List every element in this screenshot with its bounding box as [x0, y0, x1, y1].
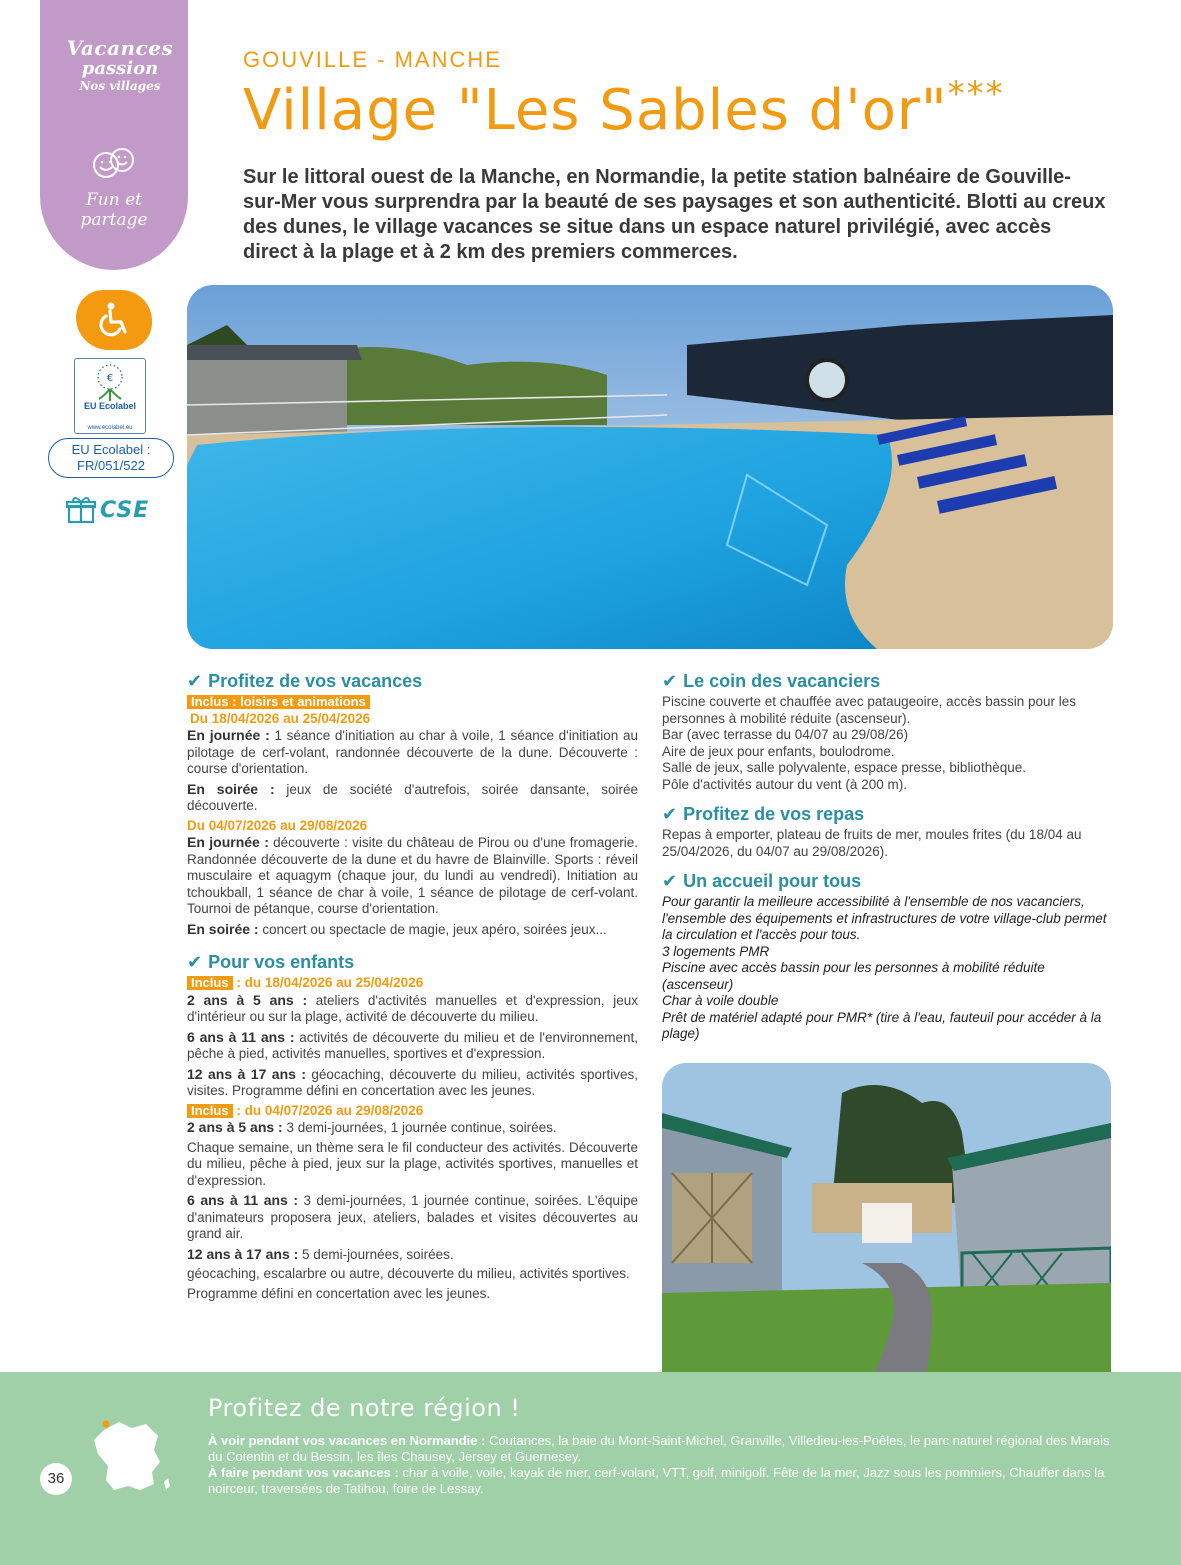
accessibility-badge — [76, 290, 152, 350]
region-voir-text: Coutances, la baie du Mont-Saint-Michel, Granville, Villedieu-les-Poêles, le parc naturel régional des Marais du Cotentin et du Bessin, les îles Chausey, Jersey et Guernesey. — [208, 1433, 1110, 1464]
paragraph-label: En soirée : — [187, 780, 275, 797]
section-title-text: Profitez de vos repas — [683, 804, 865, 824]
paragraph-text: 1 séance d'initiation au char à voile, 1 séance d'initiation au pilotage de cerf-volant, randonnée découverte de la dune. Découverte : course d'orientation. — [187, 728, 638, 776]
paragraph-label: 6 ans à 11 ans : — [187, 1028, 295, 1045]
logo-line-1: Vacances — [66, 36, 174, 60]
pool-photo — [187, 285, 1113, 649]
paragraph — [187, 834, 638, 918]
line: Piscine avec accès bassin pour les personnes à mobilité réduite (ascenseur) — [662, 960, 1045, 992]
page-number: 36 — [40, 1463, 72, 1495]
paragraph — [187, 1192, 638, 1243]
paragraph-text: jeux de société d'autrefois, soirée dansante, soirée découverte. — [187, 781, 638, 813]
section-title-enfants — [187, 951, 638, 973]
paragraph: Programme défini en concertation avec les jeunes. — [187, 1285, 491, 1301]
title-stars: *** — [947, 74, 1005, 114]
check-icon: ✔ — [187, 671, 203, 691]
section-title-vacances — [187, 670, 638, 692]
paragraph-text: 5 demi-journées, soirées. — [298, 1246, 454, 1262]
section-title-coin — [662, 670, 1113, 692]
paragraph — [187, 1246, 638, 1264]
right-column — [662, 670, 1113, 1043]
wheelchair-icon — [94, 300, 134, 340]
ecolabel-brand: EU Ecolabel — [83, 401, 137, 411]
section-title-text: Un accueil pour tous — [683, 871, 862, 891]
title-text: Village "Les Sables d'or" — [243, 78, 948, 143]
period-label: : du 18/04/2026 au 25/04/2026 — [232, 975, 424, 990]
ecolabel-flower-icon — [75, 359, 145, 403]
region-faire-text: char à voile, voile, kayak de mer, cerf-volant, VTT, golf, minigolf. Fête de la mer, Jazz sous les pommiers, Chauffer dans la noirceur, traversées de Tatihou, foire de Lessay. — [208, 1465, 1105, 1496]
paragraph-label: 12 ans à 17 ans : — [187, 1065, 307, 1082]
line: Salle de jeux, salle polyvalente, espace presse, bibliothèque. — [662, 760, 1026, 775]
ecolabel-url: www.ecolabel.eu — [87, 425, 133, 431]
paragraph-text: découverte : visite du château de Pirou ou d'une fromagerie. Randonnée découverte de la dune et du havre de Blainville. Sports : réveil musculaire et aquagym (chaque jour, du lundi au vendredi). Initiation au tchoukball, 1 séance de char à voile, 1 séance de pilotage de cerf-volant. Tournoi de pétanque, course d'orientation. — [187, 835, 638, 916]
paragraph-label: 2 ans à 5 ans : — [187, 1119, 283, 1135]
paragraph-text: 3 demi-journées, 1 journée continue, soirées. L'équipe d'animateurs proposera jeux, ateliers, balades et visites découvertes au grand air. — [187, 1193, 638, 1241]
section-title-text: Profitez de vos vacances — [208, 671, 423, 691]
region-heading: GOUVILLE - MANCHE — [243, 47, 502, 72]
smiley-faces-icon — [92, 147, 136, 179]
theme-label: Fun et partage — [80, 190, 148, 230]
paragraph-label: 2 ans à 5 ans : — [187, 991, 308, 1008]
line: Pôle d'activités autour du vent (à 200 m). — [662, 776, 907, 792]
paragraph-label: En journée : — [187, 727, 270, 743]
cse-badge — [66, 496, 149, 524]
line: Aire de jeux pour enfants, boulodrome. — [662, 743, 895, 759]
paragraph-text: 3 demi-journées, 1 journée continue, soirées. — [282, 1120, 557, 1135]
paragraph-label: En journée : — [187, 834, 269, 850]
line: Piscine couverte et chauffée avec pataugeoire, accès bassin pour les personnes à mobilité réduite (ascenseur). — [662, 694, 1077, 726]
paragraph — [187, 1029, 638, 1063]
check-icon: ✔ — [662, 804, 678, 824]
line: Prêt de matériel adapté pour PMR* (tire à l'eau, fauteuil pour accéder à la plage) — [662, 1009, 1102, 1041]
section-title-text: Le coin des vacanciers — [683, 671, 881, 691]
period-label: Du 18/04/2026 au 25/04/2026 — [190, 710, 371, 726]
section-title-accueil — [662, 870, 1113, 892]
check-icon: ✔ — [662, 871, 678, 891]
line: Pour garantir la meilleure accessibilité à l'ensemble de nos vacanciers, l'ensemble des équipements et infrastructures de votre village-club permet la circulation et l'accès pour tous. — [662, 894, 1107, 942]
paragraph: Chaque semaine, un thème sera le fil conducteur des activités. Découverte du milieu, pêche à pied, jeux sur la plage, activités sportives, manuelles et d'expression. — [187, 1139, 638, 1188]
paragraph-text: ateliers d'activités manuelles et d'expression, jeux d'intérieur ou sur la plage, activité de découverte du milieu. — [187, 992, 638, 1024]
paragraph-label: En soirée : — [187, 920, 259, 937]
paragraph — [187, 727, 638, 778]
line: Bar (avec terrasse du 04/07 au 29/08/26) — [662, 727, 909, 742]
check-icon: ✔ — [187, 952, 203, 972]
period-label: : du 04/07/2026 au 29/08/2026 — [232, 1102, 424, 1118]
gift-icon — [66, 496, 96, 524]
chalets-photo — [662, 1063, 1111, 1395]
region-faire-label: À faire pendant vos vacances : — [208, 1465, 399, 1480]
vacances-passion-logo — [60, 38, 180, 92]
included-tag: Inclus : loisirs et animations — [187, 695, 370, 709]
paragraph-text: concert ou spectacle de magie, jeux apéro, soirées jeux... — [258, 921, 607, 937]
page-title — [243, 74, 1005, 143]
region-voir-label: À voir pendant vos vacances en Normandie : — [208, 1433, 486, 1448]
region-text — [208, 1433, 1113, 1497]
paragraph-text: géocaching, découverte du milieu, activités sportives, visites. Programme défini en concertation avec les jeunes. — [187, 1066, 638, 1098]
cse-label: CSE — [100, 497, 150, 523]
paragraph — [187, 992, 638, 1026]
ecolabel-logo — [74, 358, 146, 434]
included-tag: Inclus — [187, 976, 233, 990]
logo-line-2: passion — [81, 58, 159, 79]
line: Char à voile double — [662, 993, 779, 1008]
ecolabel-code: EU Ecolabel : FR/051/522 — [48, 438, 174, 478]
section-title-repas — [662, 803, 1113, 825]
left-column — [187, 670, 638, 1305]
period-label: Du 04/07/2026 au 29/08/2026 — [187, 817, 368, 833]
paragraph-label: 6 ans à 11 ans : — [187, 1192, 299, 1208]
france-map-icon — [84, 1410, 174, 1500]
paragraph-label: 12 ans à 17 ans : — [187, 1245, 299, 1262]
line: 3 logements PMR — [662, 943, 770, 959]
paragraph — [187, 1066, 638, 1100]
svg-text:€: € — [106, 373, 114, 384]
region-title: Profitez de notre région ! — [208, 1394, 521, 1422]
paragraph: géocaching, escalarbre ou autre, découverte du milieu, activités sportives. — [187, 1266, 630, 1281]
paragraph — [187, 781, 638, 815]
check-icon: ✔ — [662, 671, 678, 691]
line: Repas à emporter, plateau de fruits de mer, moules frites (du 18/04 au 25/04/2026, du 04/07 au 29/08/2026). — [662, 827, 1082, 859]
logo-line-3: Nos villages — [79, 79, 161, 93]
paragraph-text: activités de découverte du milieu et de l'environnement, pêche à pied, activités manuelles, sportives et d'expression. — [187, 1029, 638, 1061]
included-tag: Inclus — [187, 1104, 233, 1118]
paragraph — [187, 1119, 638, 1137]
section-title-text: Pour vos enfants — [208, 952, 355, 972]
paragraph — [187, 921, 638, 939]
intro-paragraph: Sur le littoral ouest de la Manche, en Normandie, la petite station balnéaire de Gouville-sur-Mer vous surprendra par la beauté de ses paysages et son authenticité. Blotti au creux des dunes, le village vacances se situe dans un espace naturel privilégié, avec accès direct à la plage et à 2 km des premiers commerces. — [243, 166, 1106, 263]
